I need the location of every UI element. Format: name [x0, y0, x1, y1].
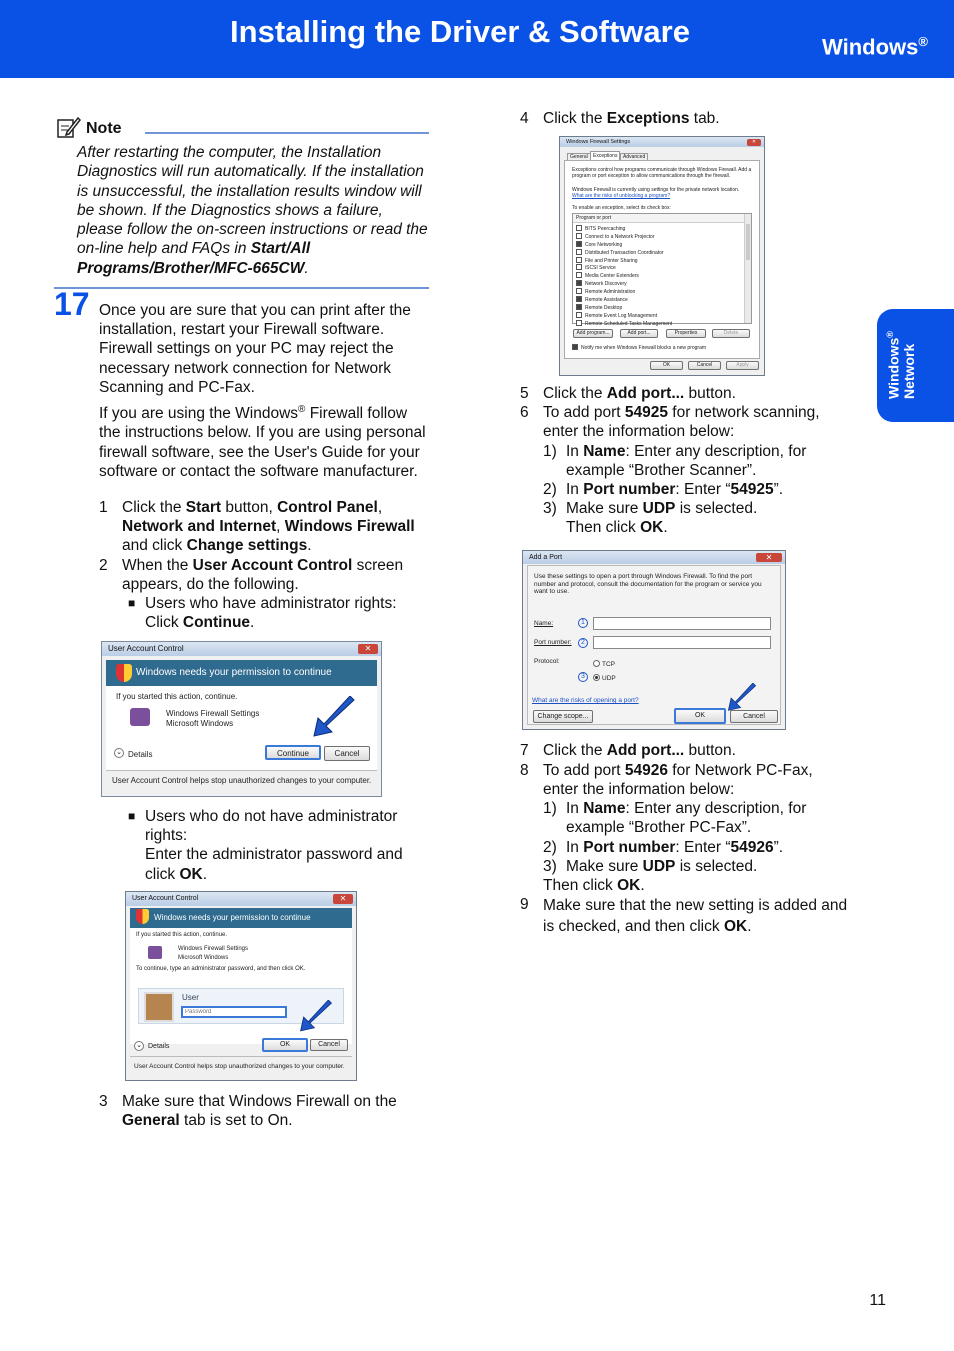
details-chevron-icon[interactable]: ⌄ [134, 1041, 144, 1051]
step8-sub3: Make sure UDP is selected. [566, 858, 758, 875]
uac-screenshot-admin: User Account Control ✕ Windows needs your permission to continue If you started this action, continue. Windows Firewall Settings Microsoft Windows ⌄ Details Continue Cancel User Account Control helps stop unauthorized changes to your computer. [101, 641, 382, 797]
uac-shield-icon [136, 909, 149, 924]
note-heading [57, 116, 429, 138]
wfs-title: Windows Firewall Settings [560, 137, 764, 147]
step8-then: Then click OK. [543, 877, 645, 894]
ok-button[interactable]: OK [650, 361, 683, 370]
step5-text: Click the Add port... button. [543, 385, 736, 402]
add-port-screenshot: Add a Port ✕ Use these settings to open a port through Windows Firewall. To find the port number and protocol, consult the documentation for the program or service you want to use. Name: 1 Port number: 2 Protocol: TCP 3 UDP What are the risks of opening a port? Change scope... OK Cancel [522, 550, 786, 730]
note-body: After restarting the computer, the Installation Diagnostics will run automatically. If the installation is unsuccessful, the installation results window will be shown. If the Diagnostics shows a failure, please follow the on-screen instructions or read the on-line help and FAQs in Start/All Programs/Brother/MFC-665CW. [77, 144, 428, 277]
add-program-button[interactable]: Add program... [573, 329, 613, 338]
list-scrollbar[interactable] [744, 214, 751, 323]
step9-number: 9 [520, 896, 529, 913]
uac-shield-icon [116, 664, 132, 682]
properties-button[interactable]: Properties [666, 329, 706, 338]
step8-text: To add port 54926 for Network PC-Fax, enter the information below: [543, 762, 813, 799]
notify-checkbox[interactable]: Notify me when Windows Firewall blocks a new program [572, 344, 706, 351]
bullet1-text: Users who have administrator rights: Click Continue. [145, 595, 397, 632]
page-header [0, 0, 954, 78]
port-number-input[interactable] [593, 636, 771, 649]
bullet-2: ■ [128, 809, 136, 823]
page-title: Installing the Driver & Software [230, 14, 690, 49]
step6-number: 6 [520, 404, 529, 421]
uac1-band: Windows needs your permission to continue [106, 660, 377, 686]
os-label: Windows® [822, 34, 928, 60]
list-item[interactable]: Media Center Extenders [576, 272, 748, 280]
port-risks-link[interactable]: What are the risks of opening a port? [532, 697, 639, 704]
close-icon: ✕ [747, 139, 761, 146]
details-link[interactable]: Details [148, 1043, 170, 1050]
uac2-title: User Account Control [126, 892, 356, 906]
firewall-settings-screenshot: Windows Firewall Settings ✕ General Exceptions Advanced Exceptions control how programs communicate through Windows Firewall. Add a program or port exception to allow communications through the firewall. Windows Firewall is currently using settings for the private network location. What are the risks of unblocking a program? To enable an exception, select its check box: Program or port BITS Peercaching Connect to a Network Projector Core Networking Distributed Transaction Coordinator File and Printer Sharing iSCSI Service Media Center Extenders Network Discovery Remote Administration Remote Assistance Remote Desktop Remote Event Log Management Remote Scheduled Tasks Management Add program... Add port... Properties Delete Notify me when Windows Firewall blocks a new program OK Cancel Apply [559, 136, 765, 376]
step4-text: Click the Exceptions tab. [543, 110, 720, 127]
exception-checkbox[interactable] [576, 225, 582, 231]
tcp-radio[interactable]: TCP [593, 660, 615, 669]
exception-checkbox[interactable] [576, 304, 582, 310]
note-rule-top [145, 132, 429, 134]
ok-button[interactable]: OK [262, 1038, 308, 1052]
list-item[interactable]: Network Discovery [576, 280, 748, 288]
step6-sub2: In Port number: Enter “54925”. [566, 481, 784, 498]
add-port-button[interactable]: Add port... [620, 329, 658, 338]
note-label: Note [86, 120, 122, 137]
list-item[interactable]: Remote Desktop [576, 304, 748, 312]
list-item[interactable]: Core Networking [576, 241, 748, 249]
step8-number: 8 [520, 762, 529, 779]
pointer-arrow-icon [297, 1000, 335, 1034]
ok-button[interactable]: OK [674, 708, 726, 724]
list-item[interactable]: iSCSI Service [576, 264, 748, 272]
tab-advanced[interactable]: Advanced [620, 153, 648, 161]
details-chevron-icon[interactable]: ⌄ [114, 748, 124, 758]
step8-sub2: In Port number: Enter “54926”. [566, 839, 784, 856]
continue-button[interactable]: Continue [265, 745, 321, 760]
exception-checkbox[interactable] [576, 264, 582, 270]
step7-number: 7 [520, 742, 529, 759]
apply-button[interactable]: Apply [726, 361, 759, 370]
bullet2-text: Users who do not have administrator rights: Enter the administrator password and click OK. [145, 808, 403, 883]
list-item[interactable]: Remote Event Log Management [576, 312, 748, 320]
step-number: 17 [54, 286, 90, 322]
pointer-arrow-icon [725, 683, 759, 713]
exception-checkbox[interactable] [576, 296, 582, 302]
firewall-program-icon [130, 708, 150, 726]
step6-sub1: In Name: Enter any description, for example “Brother Scanner”. [566, 443, 807, 480]
step3-text: Make sure that Windows Firewall on the General tab is set to On. [122, 1093, 397, 1130]
password-input[interactable] [181, 1006, 287, 1018]
step6-text: To add port 54925 for network scanning, enter the information below: [543, 404, 820, 441]
side-tab: Windows® Network [877, 309, 954, 422]
note-rule-bottom [54, 287, 429, 289]
bullet-1: ■ [128, 596, 136, 610]
cancel-button[interactable]: Cancel [324, 746, 370, 761]
change-scope-button[interactable]: Change scope... [533, 710, 593, 723]
exception-checkbox[interactable] [576, 280, 582, 286]
udp-radio[interactable]: UDP [593, 674, 616, 683]
step3-number: 3 [99, 1093, 108, 1110]
exception-checkbox[interactable] [576, 249, 582, 255]
list-item[interactable]: Distributed Transaction Coordinator [576, 249, 748, 257]
details-link[interactable]: Details [128, 750, 153, 759]
list-item[interactable]: Remote Assistance [576, 296, 748, 304]
step2-text: When the User Account Control screen appears, do the following. [122, 557, 404, 594]
uac1-title: User Account Control [102, 642, 381, 656]
firewall-program-icon [148, 946, 162, 959]
avatar [144, 992, 174, 1022]
exception-checkbox[interactable] [576, 288, 582, 294]
pointer-arrow-icon [310, 696, 358, 740]
marker-2: 2 [578, 638, 588, 648]
addport-title: Add a Port [523, 551, 785, 564]
exception-checkbox[interactable] [576, 312, 582, 318]
exception-checkbox[interactable] [576, 257, 582, 263]
risks-link[interactable]: What are the risks of unblocking a program? [572, 193, 671, 199]
step6-sub3: Make sure UDP is selected. Then click OK. [566, 500, 758, 537]
list-item[interactable]: Remote Scheduled Tasks Management [576, 320, 748, 328]
step4-number: 4 [520, 110, 529, 127]
cancel-button[interactable]: Cancel [730, 710, 778, 723]
step1-number: 1 [99, 499, 108, 516]
marker-3: 3 [578, 672, 588, 682]
list-item[interactable]: Remote Administration [576, 288, 748, 296]
list-item[interactable]: File and Printer Sharing [576, 257, 748, 265]
list-item[interactable]: Connect to a Network Projector [576, 233, 748, 241]
exception-checkbox[interactable] [576, 272, 582, 278]
tab-exceptions[interactable]: Exceptions [590, 151, 620, 160]
cancel-button[interactable]: Cancel [688, 361, 721, 370]
step1-text: Click the Start button, Control Panel, Network and Internet, Windows Firewall and click Change settings. [122, 499, 415, 555]
page-number: 11 [869, 1292, 886, 1309]
list-item[interactable]: BITS Peercaching [576, 225, 748, 233]
delete-button[interactable]: Delete [712, 329, 750, 338]
step7-text: Click the Add port... button. [543, 742, 736, 759]
tab-general[interactable]: General [567, 153, 591, 161]
name-input[interactable] [593, 617, 771, 630]
close-icon: ✕ [756, 553, 782, 562]
close-icon: ✕ [333, 894, 353, 904]
exceptions-list: Program or port BITS Peercaching Connect to a Network Projector Core Networking Distributed Transaction Coordinator File and Printer Sharing iSCSI Service Media Center Extenders Network Discovery Remote Administration Remote Assistance Remote Desktop Remote Event Log Management Remote Scheduled Tasks Management [572, 213, 752, 324]
step9-text: Make sure that the new setting is added and is checked, and then click OK. [543, 897, 848, 935]
step2-number: 2 [99, 557, 108, 574]
exception-checkbox[interactable] [576, 241, 582, 247]
step8-sub1: In Name: Enter any description, for example “Brother PC-Fax”. [566, 800, 807, 837]
exception-checkbox[interactable] [576, 233, 582, 239]
step17-para2: If you are using the Windows® Firewall follow the instructions below. If you are using personal firewall software, see the User's Guide for your software or contact the software manufacturer. [99, 404, 426, 480]
close-icon: ✕ [358, 644, 378, 654]
cancel-button[interactable]: Cancel [310, 1039, 348, 1051]
note-pencil-icon [57, 116, 81, 138]
step17-para1: Once you are sure that you can print after the installation, restart your Firewall software. Firewall settings on your PC may reject the necessary network connection for Network Scanning and PC-Fax. [99, 302, 411, 396]
uac-screenshot-standard: User Account Control ✕ Windows needs your permission to continue If you started this action, continue. Windows Firewall Settings Microsoft Windows To continue, type an administrator password, and then click OK. User Password ⌄ Details OK Cancel User Account Control helps stop unauthorized changes to your computer. [125, 891, 357, 1081]
marker-1: 1 [578, 618, 588, 628]
exception-checkbox[interactable] [576, 320, 582, 326]
step5-number: 5 [520, 385, 529, 402]
